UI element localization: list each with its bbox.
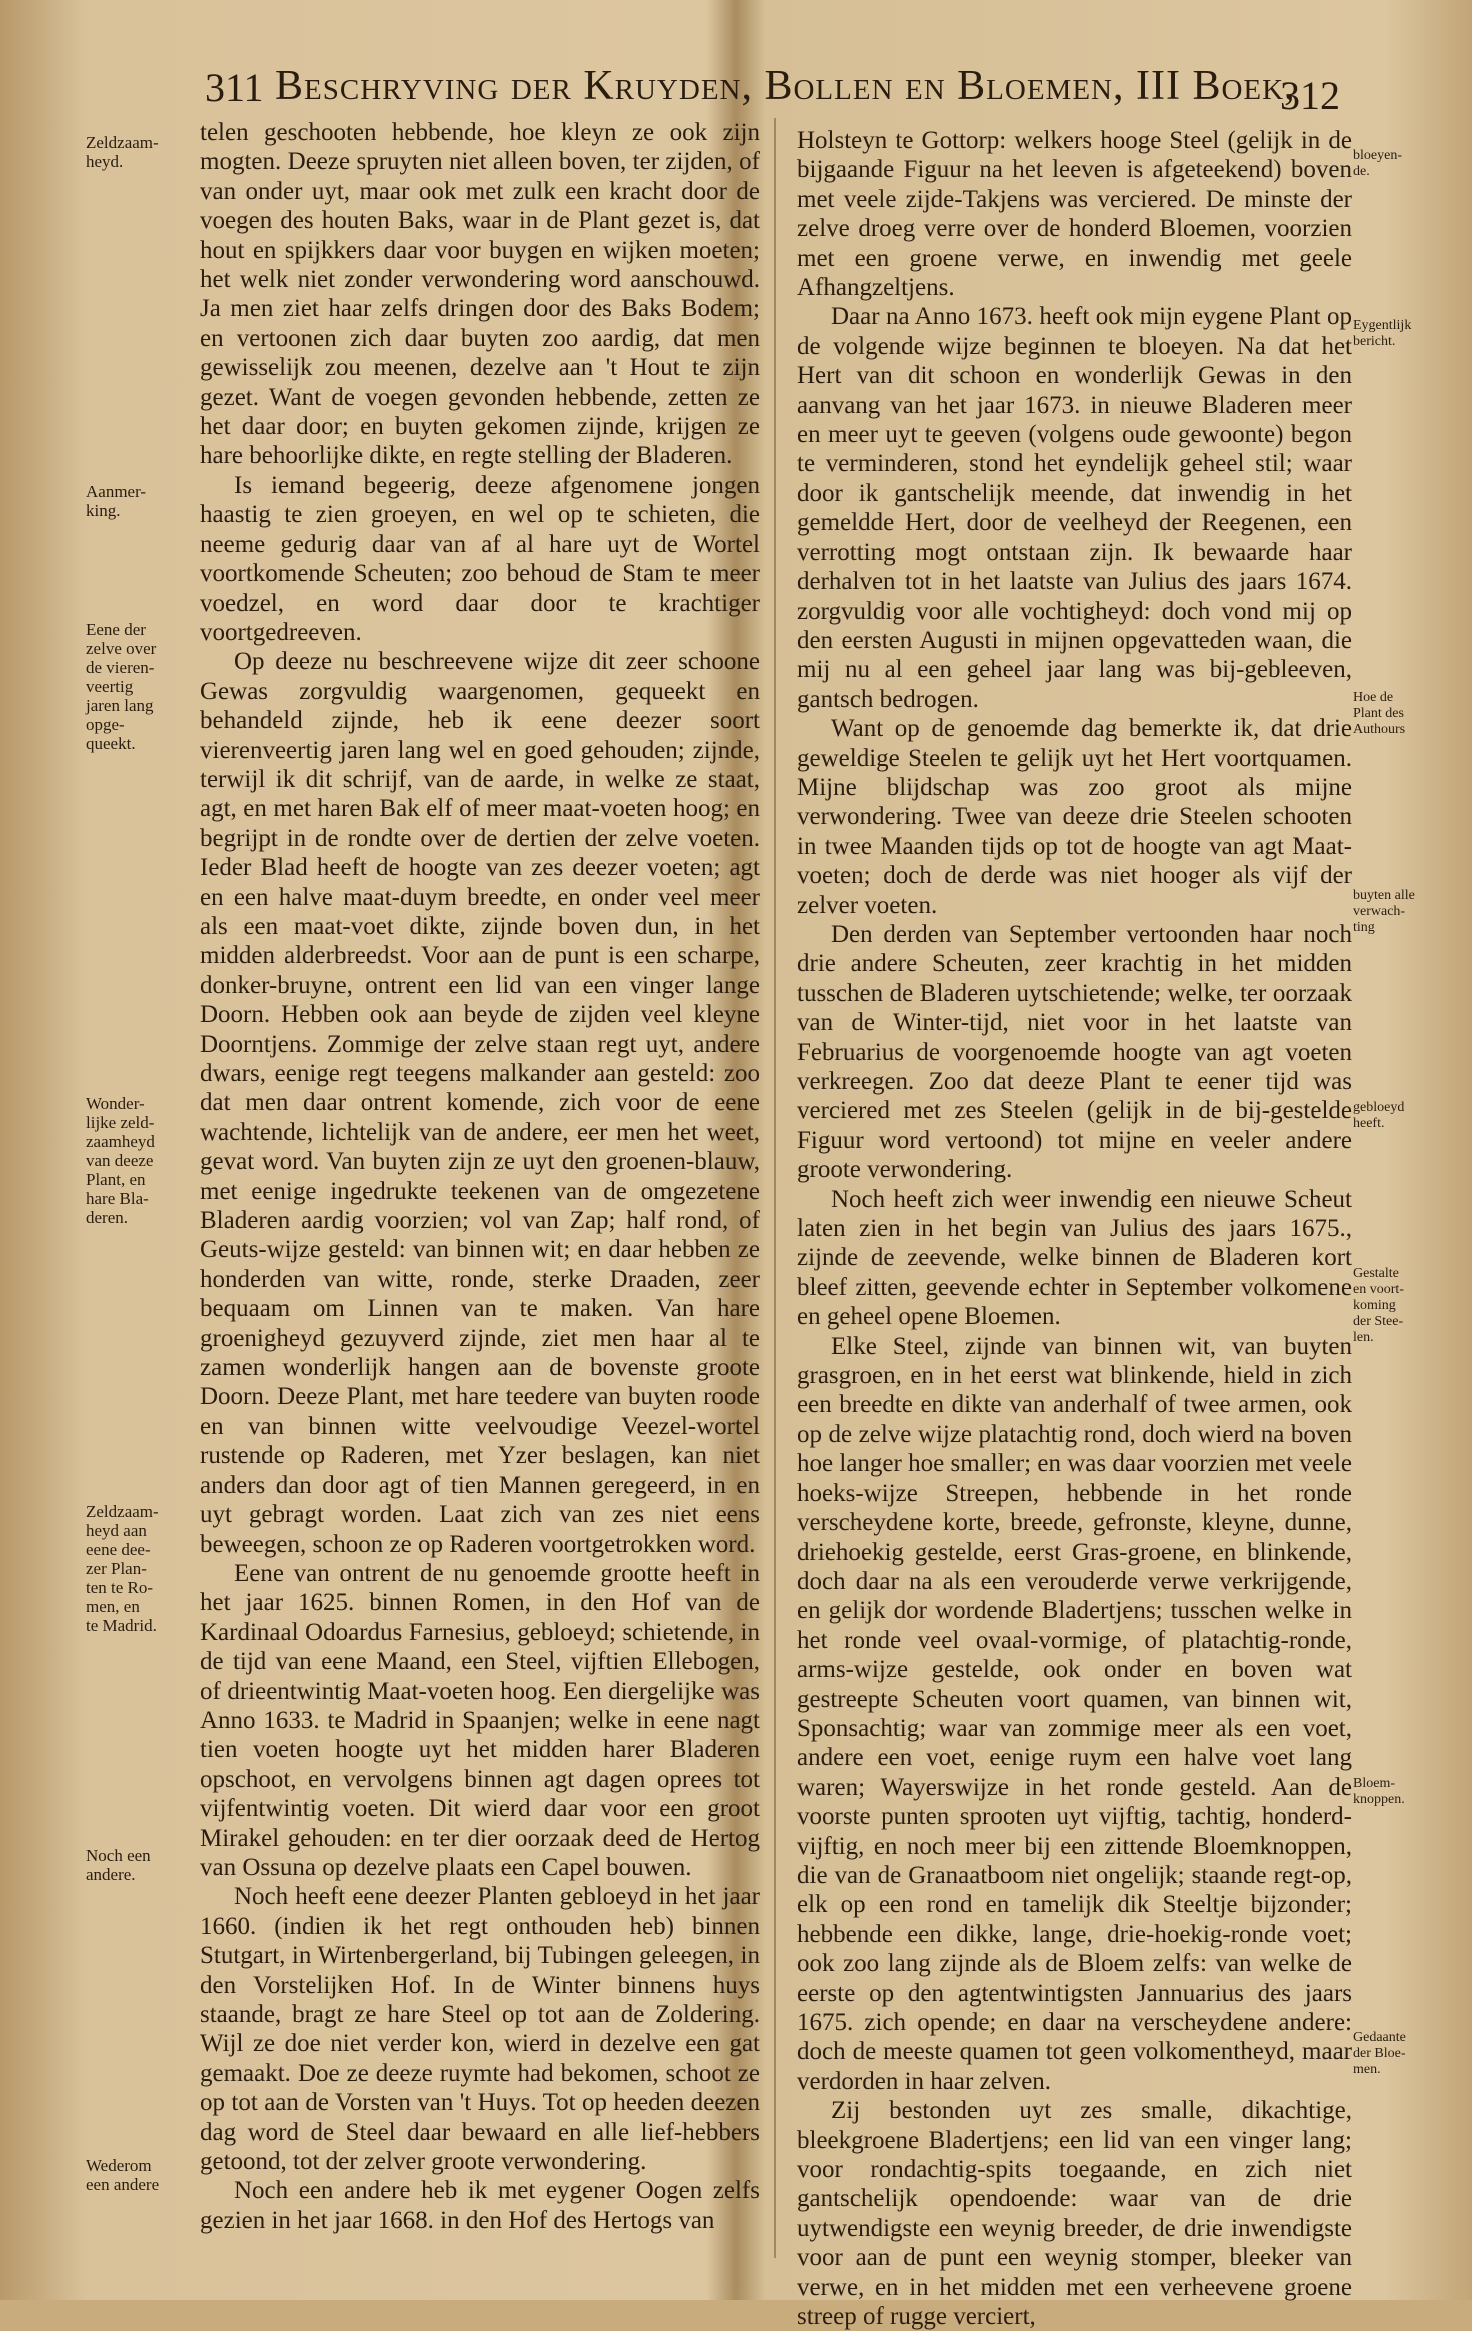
margin-note-left: Eene der zelve over de vieren- veertig jaren lang opge- queekt. (86, 620, 157, 753)
paragraph: Eene van ontrent de nu genoemde grootte heeft in het jaar 1625. binnen Romen, in den Hof van de Kardinaal Odoardus Farnesius, gebloeyd; schietende, in de tijd van eene Maand, een Steel, vijftien Ellebogen, of drieentwintig Maat-voeten hoog. Een diergelijke was Anno 1633. te Madrid in Spaanjen; welke in eene nagt tien voeten hoogte uyt het midden harer Bladeren opschoot, en vervolgens binnen agt dagen oprees tot vijfentwintig voeten. Dit wierd daar voor een groot Mirakel gehouden: en ter dier oorzaak deed de Hertog van Ossuna op dezelve plaats een Capel bouwen. (200, 1559, 760, 1881)
margin-note-left: Wederom een andere (86, 2156, 160, 2194)
text-column-left (200, 118, 760, 2235)
paragraph: telen geschooten hebbende, hoe kleyn ze ook zijn mogten. Deeze spruyten niet alleen boven, ter zijden, of van onder uyt, maar ook met zulk een kracht door de voegen des houten Baks, waar in de Plant gezet is, dat hout en spijkkers daar voor buygen en wijken moeten; het welk niet zonder verwondering word aanschouwd. Ja men ziet haar zelfs dringen door des Baks Bodem; en vertoonen zich daar buyten zoo aardig, dat men gewisselijk zou meenen, dezelve aan 't Hout te zijn gezet. Want de voegen gevonden hebbende, zetten ze het daar door; en buyten gekomen zijnde, krijgen ze hare behoorlijke dikte, en regte stelling der Bladeren. (200, 119, 760, 470)
margin-note-left: Noch een andere. (86, 1846, 151, 1884)
page-number-right: 312 (1280, 73, 1340, 118)
margin-note-left: Zeldzaam- heyd aan eene dee- zer Plan- ten te Ro- men, en te Madrid. (86, 1502, 159, 1635)
paragraph: Is iemand begeerig, deeze afgenomene jongen haastig te zien groeyen, en wel op te schieten, die neeme gedurig daar van af al hare uyt de Wortel voortkomende Scheuten; zoo behoud de Stam te meer voedzel, en word daar door te krachtiger voortgedreeven. (200, 471, 760, 646)
page-title: Beschryving der Kruyden, Bollen en Bloemen, III Boek, (275, 63, 1296, 109)
margin-note-right: buyten alle verwach- ting (1353, 888, 1415, 935)
margin-note-right: Gestalte en voort- koming der Stee- len. (1353, 1266, 1404, 1345)
margin-note-right: bloeyen- de. (1353, 148, 1402, 179)
paragraph: Op deeze nu beschreevene wijze dit zeer schoone Gewas zorgvuldig waargenomen, gequeekt en behandeld zijnde, heb ik eene deezer soort vierenveertig jaren lang wel en goed gehouden; zijnde, terwijl ik dit schrijf, van de aarde, in welke ze staat, agt, en met haren Bak elf of meer maat-voeten hoog; en begrijpt in de rondte over de dertien der zelve voeten. Ieder Blad heeft de hoogte van zes deezer voeten; agt en een halve maat-duym breedte, en onder veel meer als een maat-voet dikte, zijnde boven dun, in het midden alderbreedst. Voor aan de punt is een scharpe, donker-bruyne, ontrent een lid van een vinger lange Doorn. Hebben ook aan beyde de zijden veel kleyne Doorntjens. Zommige der zelve staan regt uyt, andere dwars, eenige regt teegens malkander aan gesteld: zoo dat men daar ontrent komende, zich voor de eene wachtende, lichtelijk van de andere, eer men het weet, gevat word. Van buyten zijn ze uyt den groenen-blauw, met eenige ingedrukte teekenen van de omgezetene Bladeren aardig voorzien; vol van Zap; half rond, of Geuts-wijze gesteld: van binnen wit; en daar hebben ze honderden van witte, ronde, sterke Draaden, zeer bequaam om Linnen van te maken. Van hare groenigheyd gezuyverd zijnde, ziet men haar al te zamen wonderlijk hangen aan de bovenste groote Doorn. Deeze Plant, met hare teedere van buyten roode en van binnen witte veelvoudige Veezel-wortel rustende op Raderen, met Yzer beslagen, kan niet anders dan door agt of tien Mannen geregeerd, in en uyt gebragt worden. Laat zich van zes niet eens beweegen, schoon ze op Raderen voortgetrokken word. (200, 648, 760, 1558)
margin-note-right: Gedaante der Bloe- men. (1353, 2030, 1406, 2077)
paragraph: Holsteyn te Gottorp: welkers hooge Steel (gelijk in de bijgaande Figuur na het leeven is afgeteekend) boven met veele zijde-Takjens was verciered. De minste der zelve droeg verre over de honderd Bloemen, voorzien met een groene verwe, en inwendig met geele Afhangzeltjens. (797, 127, 1352, 302)
margin-note-left: Zeldzaam- heyd. (86, 133, 159, 171)
margin-note-right: gebloeyd heeft. (1353, 1100, 1405, 1131)
paragraph: Zij bestonden uyt zes smalle, dikachtige, bleekgroene Bladertjens; een lid van een vinger lang; voor rondachtig-spits toegaande, en zich niet gantschelijk opendoende: waar van de drie uytwendigste een weynig breeder, de drie inwendigste voor aan de punt een weynig stomper, bleeker van verwe, en in het midden met een verheevene groene streep of rugge verciert, (797, 2097, 1352, 2331)
margin-note-right: Eygentlijk bericht. (1353, 318, 1412, 349)
column-divider (774, 118, 776, 2258)
paragraph: Want op de genoemde dag bemerkte ik, dat drie geweldige Steelen te gelijk uyt het Hert voortquamen. Mijne blijdschap was zoo groot als mijne verwondering. Twee van deeze drie Steelen schooten in twee Maanden tijds op tot de hoogte van agt Maat-voeten; doch de derde was niet hooger als vijf der zelver voeten. (797, 715, 1352, 919)
paragraph: Den derden van September vertoonden haar noch drie andere Scheuten, zeer krachtig in het midden tusschen de Bladeren uytschietende; welke, ter oorzaak van de Winter-tijd, niet voor in het laatste van Februarius de voorgenoemde hoogte van agt voeten verkreegen. Zoo dat deeze Plant te eener tijd was verciered met zes Steelen (gelijk in de bij-gestelde Figuur word vertoond) tot mijne en veeler andere groote verwondering. (797, 920, 1352, 1184)
margin-note-right: Bloem- knoppen. (1353, 1776, 1405, 1807)
paragraph: Noch heeft zich weer inwendig een nieuwe Scheut laten zien in het begin van Julius des jaars 1675., zijnde de zeevende, welke binnen de Bladeren kort bleef zitten, geevende echter in September volkomene en geheel opene Bloemen. (797, 1185, 1352, 1331)
paragraph: Daar na Anno 1673. heeft ook mijn eygene Plant op de volgende wijze beginnen te bloeyen. Na dat het Hert van dit schoon en wonderlijk Gewas in den aanvang van het jaar 1673. in nieuwe Bladeren meer en meer uyt te geeven (volgens oude gewoonte) begon te verminderen, stond het eyndelijk geheel stil; waar door ik gantschelijk meende, dat inwendig in het gemeldde Hert, door de veelheyd der Reegenen, een verrotting mogt ontstaan zijn. Ik bewaarde haar derhalven tot in het laatste van Julius des jaars 1674. zorgvuldig voor alle vochtigheyd: doch vond mij op den eersten Augusti in mijnen opgevatteden waan, die mij nu al een geheel jaar lang was bij-gebleeven, gantsch bedrogen. (797, 303, 1352, 713)
page-number-left: 311 (205, 65, 264, 110)
running-header (0, 58, 1472, 118)
text-column-right (797, 126, 1352, 2331)
margin-note-left: Wonder- lijke zeld- zaamheyd van deeze Plant, en hare Bla- deren. (86, 1094, 155, 1227)
paragraph: Elke Steel, zijnde van binnen wit, van buyten grasgroen, en in het eerst wat blinkende, hield in zich een breedte en dikte van anderhalf of twee armen, ook op de zelve wijze platachtig rond, doch wierd na boven hoe langer hoe smaller; en was daar voorzien met veele hoeks-wijze Streepen, hebbende in het ronde verscheydene korte, breede, gefronste, kleyne, dunne, driehoekig gestelde, eerst Gras-groene, en blinkende, doch daar na als een verouderde verwe verkrijgende, en gelijk dor wordende Bladertjens; tusschen welke in het ronde veel ovaal-vormige, of platachtig-ronde, arms-wijze gestelde, ook onder en boven wat gestreepte Scheuten voort quamen, van binnen wit, Sponsachtig; waar van zommige meer als een voet, andere een voet, eenige ruym een halve voet lang waren; Wayerswijze in het ronde gesteld. Aan de voorste punten sprooten uyt vijftig, tachtig, honderd-vijftig, en noch meer bij een zittende Bloemknoppen, die van de Granaatboom niet ongelijk; staande regt-op, elk op een rond en tamelijk dik Steeltje bijzonder; hebbende een dikke, lange, drie-hoekig-ronde voet; ook zoo lang zijnde als de Bloem zelfs: van welke de eerste op den agtentwintigsten Jannuarius des jaars 1675. zich opende; en daar na verscheydene andere: doch de meeste quamen tot geen volkomentheyd, maar verdorden in haar zelven. (797, 1332, 1352, 2095)
margin-note-right: Hoe de Plant des Authours (1353, 690, 1406, 737)
paragraph: Noch een andere heb ik met eygener Oogen zelfs gezien in het jaar 1668. in den Hof des Hertogs van (200, 2177, 760, 2234)
margin-note-left: Aanmer- king. (86, 482, 147, 520)
paragraph: Noch heeft eene deezer Planten gebloeyd in het jaar 1660. (indien ik het regt onthouden heb) binnen Stutgart, in Wirtenbergerland, bij Tubingen geleegen, in den Vorstelijken Hof. In de Winter binnens huys staande, bragt ze hare Steel op tot aan de Zoldering. Wijl ze doe niet verder kon, wierd in dezelve een gat gemaakt. Doe ze deeze ruymte had bekomen, schoot ze op tot aan de Vorsten van 't Huys. Tot op heeden deezen dag word de Steel daar bewaard en alle lief-hebbers getoond, tot der zelver groote verwondering. (200, 1883, 760, 2176)
